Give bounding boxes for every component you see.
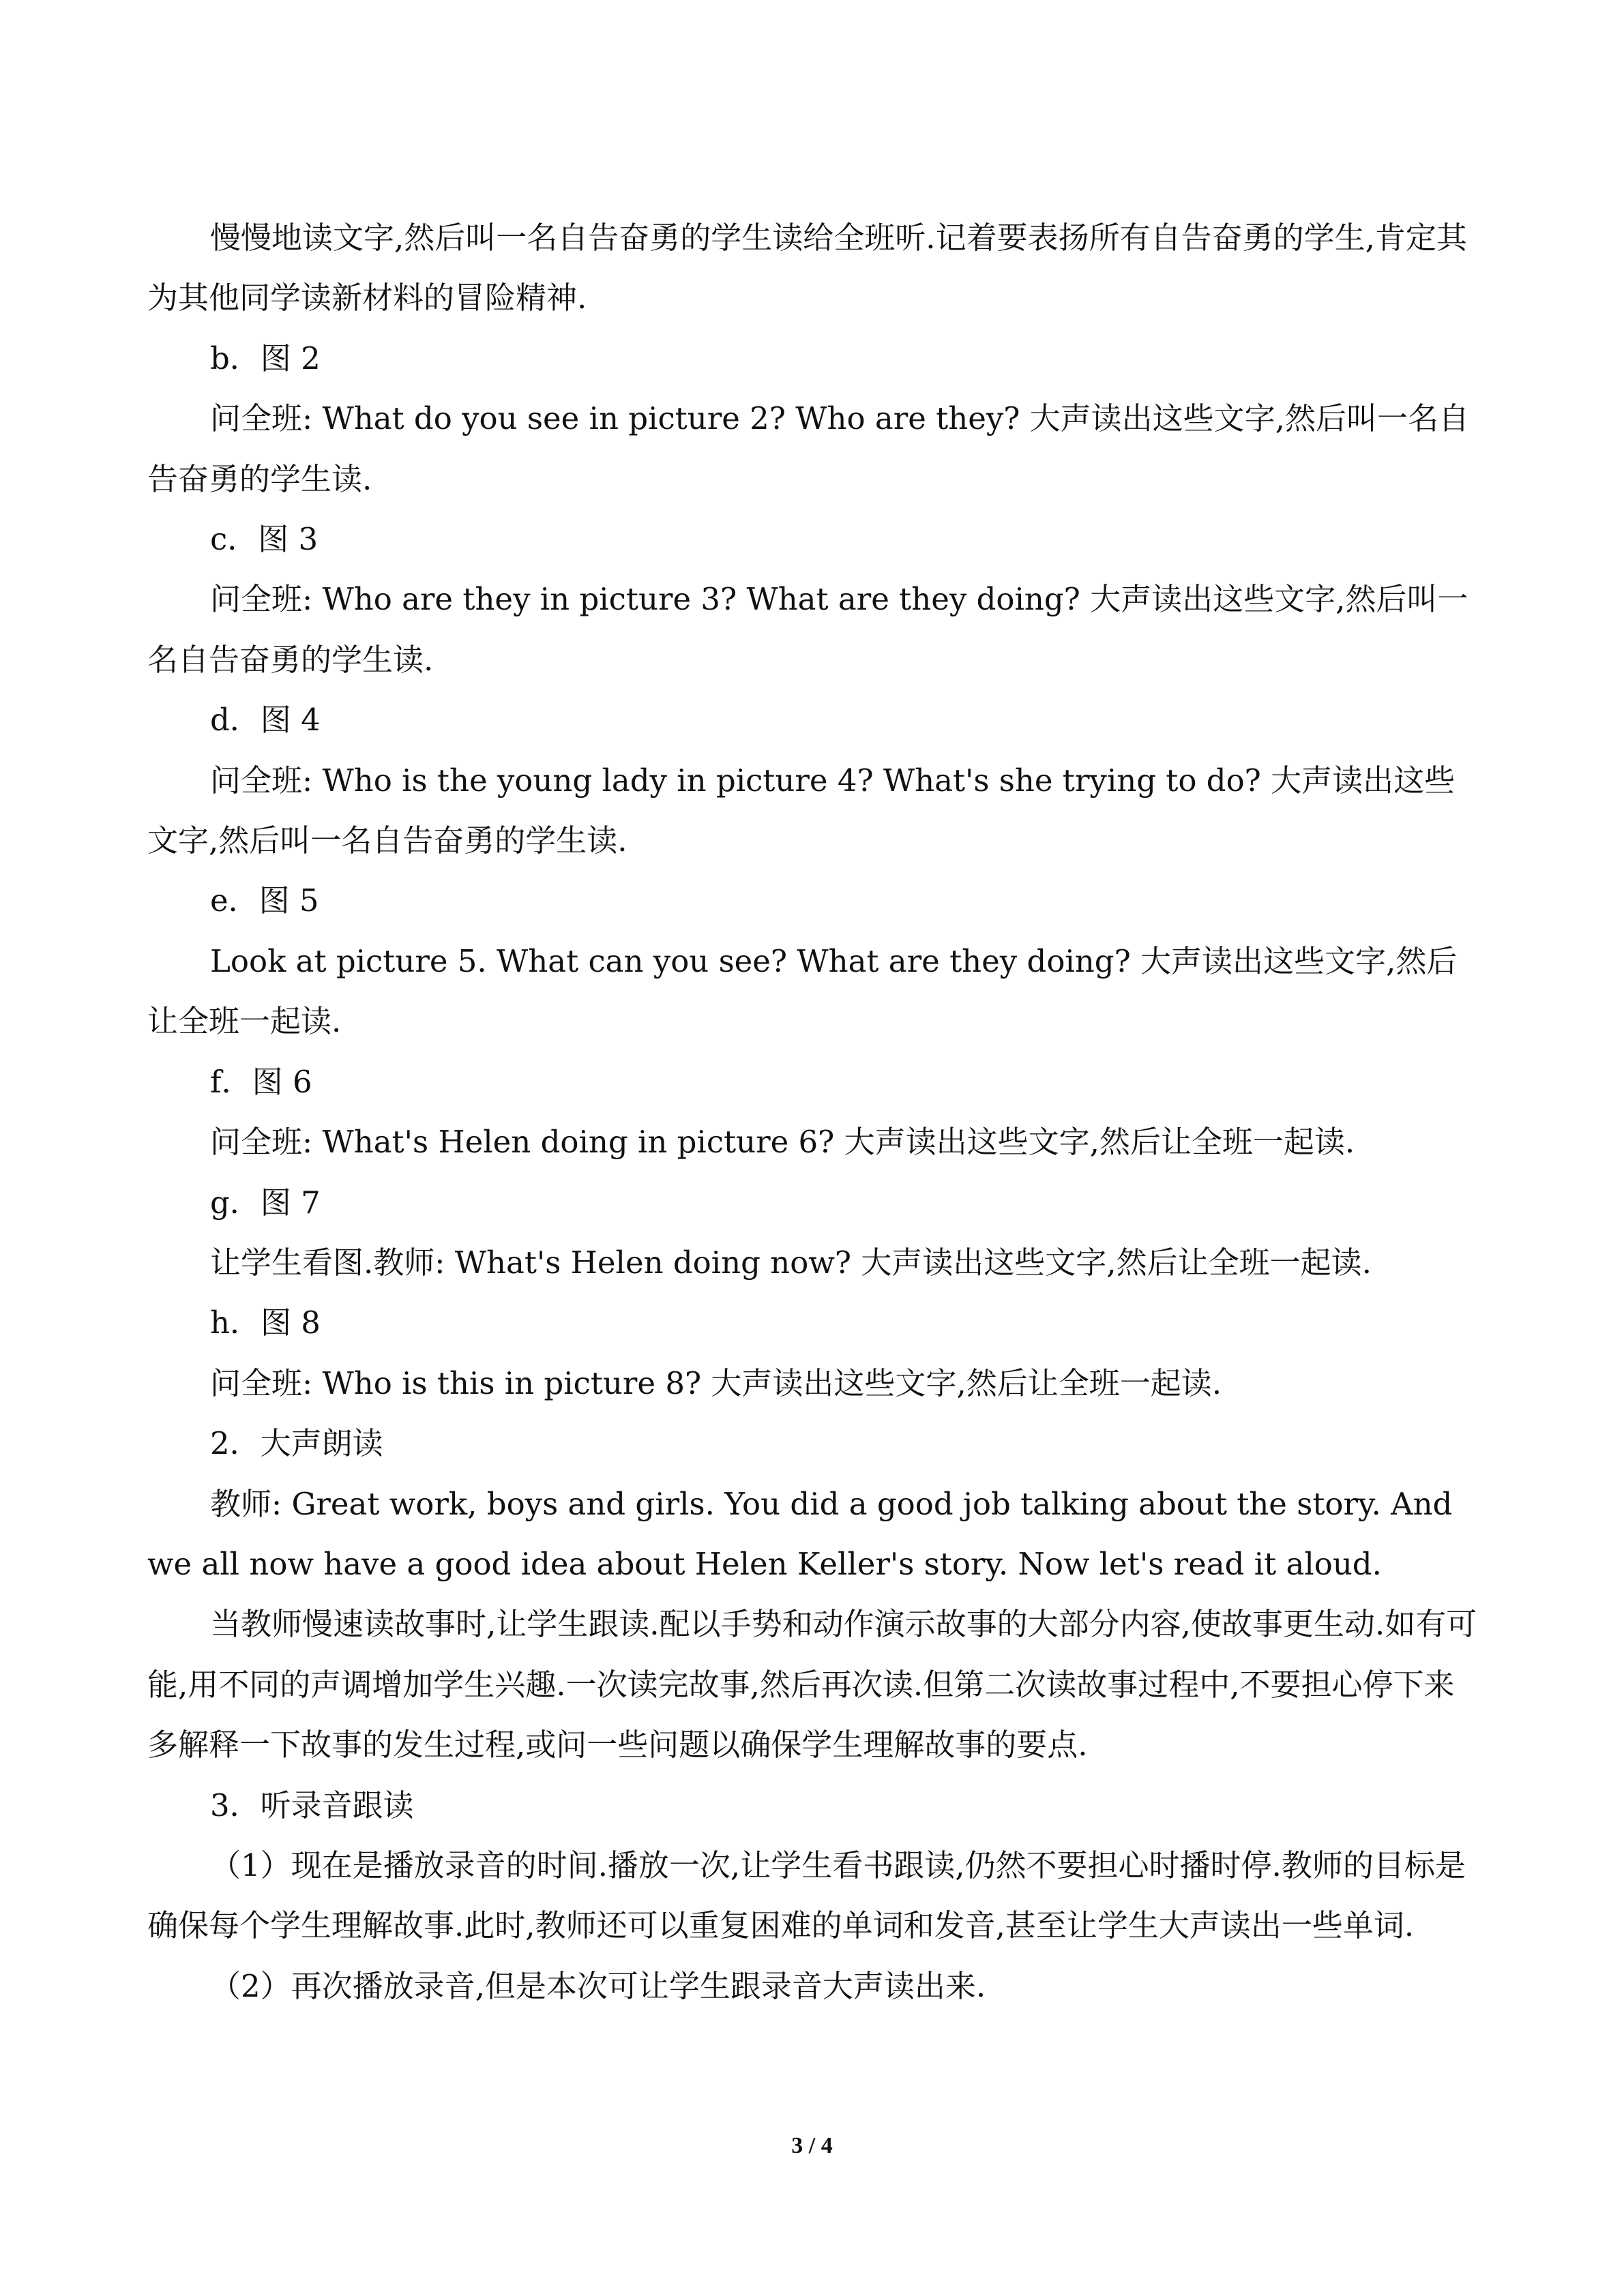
paragraph-intro: 慢慢地读文字,然后叫一名自告奋勇的学生读给全班听.记着要表扬所有自告奋勇的学生,肯定其为其他同学读新材料的冒险精神. — [147, 220, 1467, 316]
paragraph-picture-6: 问全班: What's Helen doing in picture 6? 大声读出这些文字,然后让全班一起读. — [210, 1124, 1355, 1161]
paragraph-recording-1: （1）现在是播放录音的时间.播放一次,让学生看书跟读,仍然不要担心时播时停.教师的目标是确保每个学生理解故事.此时,教师还可以重复困难的单词和发音,甚至让学生大声读出一些单词. — [147, 1847, 1466, 1944]
paragraph-picture-3: 问全班: Who are they in picture 3? What are they doing? 大声读出这些文字,然后叫一名自告奋勇的学生读. — [147, 581, 1468, 678]
item-label-e: e．图 5 — [210, 882, 319, 919]
paragraph-picture-4: 问全班: Who is the young lady in picture 4? What's she trying to do? 大声读出这些文字,然后叫一名自告奋勇的学生读. — [147, 762, 1456, 859]
paragraph-teacher-prompt: 教师: Great work, boys and girls. You did a good job talking about the story. And we all now have a good idea about Helen Keller's story. Now let's read it aloud. — [147, 1485, 1453, 1582]
item-label-c: c．图 3 — [210, 521, 319, 558]
paragraph-recording-2: （2）再次播放录音,但是本次可让学生跟录音大声读出来. — [210, 1967, 986, 2004]
paragraph-picture-7: 让学生看图.教师: What's Helen doing now? 大声读出这些文字,然后让全班一起读. — [210, 1244, 1372, 1281]
item-label-h: h．图 8 — [210, 1304, 321, 1341]
paragraph-picture-5: Look at picture 5. What can you see? What are they doing? 大声读出这些文字,然后让全班一起读. — [147, 942, 1458, 1040]
item-label-g: g．图 7 — [210, 1184, 321, 1221]
item-label-d: d．图 4 — [210, 702, 321, 739]
paragraph-slow-reading: 当教师慢速读故事时,让学生跟读.配以手势和动作演示故事的大部分内容,使故事更生动.如有可能,用不同的声调增加学生兴趣.一次读完故事,然后再次读.但第二次读故事过程中,不要担心停下来多解释一下故事的发生过程,或问一些问题以确保学生理解故事的要点. — [147, 1606, 1477, 1763]
section-heading-read-aloud: 2．大声朗读 — [210, 1425, 383, 1462]
page-number: 3 / 4 — [791, 2133, 833, 2158]
section-heading-listen-recording: 3．听录音跟读 — [210, 1787, 414, 1823]
paragraph-picture-8: 问全班: Who is this in picture 8? 大声读出这些文字,然后让全班一起读. — [210, 1365, 1222, 1401]
document-body — [147, 208, 1479, 2016]
paragraph-picture-2: 问全班: What do you see in picture 2? Who are they? 大声读出这些文字,然后叫一名自告奋勇的学生读. — [147, 400, 1469, 497]
item-label-f: f．图 6 — [210, 1063, 312, 1100]
item-label-b: b．图 2 — [210, 340, 321, 376]
